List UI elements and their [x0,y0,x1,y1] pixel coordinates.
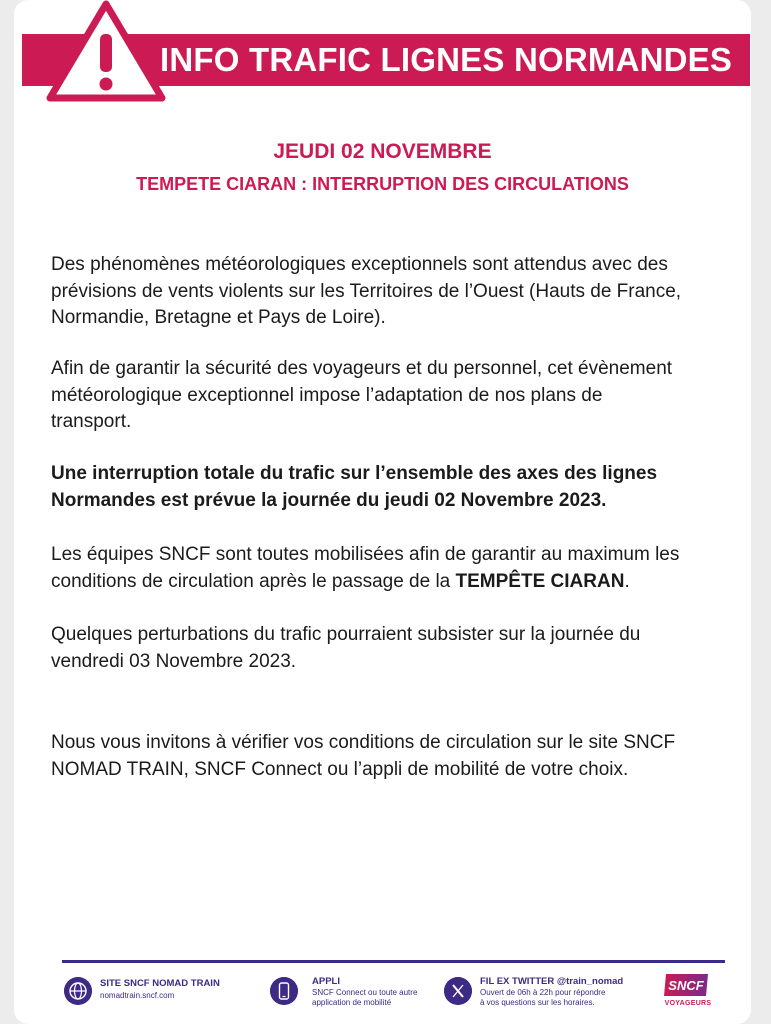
text-line: NOMAD TRAIN, SNCF Connect ou l’appli de mobilité de votre choix. [51,758,629,780]
paragraph-invitation [51,730,731,783]
footer-twitter-line2: à vos questions sur les horaires. [480,998,595,1007]
paragraph-interruption [51,461,731,514]
page-title: INFO TRAFIC LIGNES NORMANDES [160,41,733,78]
footer-app-title: APPLI [312,976,340,987]
text-segment: conditions de circulation après le passage de la [51,570,456,592]
paragraph-teams [51,542,731,595]
footer-divider [62,960,725,963]
storm-name: TEMPÊTE CIARAN [455,570,625,592]
subtitle-heading: TEMPETE CIARAN : INTERRUPTION DES CIRCULATIONS [136,174,629,194]
text-segment: . [624,570,630,592]
text-line: transport. [51,411,132,432]
text-line: vendredi 03 Novembre 2023. [51,650,297,672]
sncf-voyageurs-label: VOYAGEURS [664,1000,712,1007]
footer-site-title: SITE SNCF NOMAD TRAIN [100,978,220,989]
text-line: prévisions de vents violents sur les Territoires de l’Ouest (Hauts de France, [51,280,682,302]
sncf-logo-text: SNCF [668,978,704,993]
globe-icon [64,977,92,1005]
paragraph-perturbations [51,622,731,675]
footer-app-line1: SNCF Connect ou toute autre [312,988,418,997]
footer-site-url[interactable]: nomadtrain.sncf.com [100,991,175,1000]
text-line: Quelques perturbations du trafic pourraient subsister sur la journée du [51,624,641,645]
text-line: Normandes est prévue la journée du jeudi 02 Novembre 2023. [51,489,607,511]
warning-icon [42,0,170,106]
text-line: Les équipes SNCF sont toutes mobilisées afin de garantir au maximum les [51,544,680,565]
paragraph-weather [51,252,731,332]
text-line: Une interruption totale du trafic sur l’ensemble des axes des lignes [51,463,658,484]
footer-twitter-title: FIL EX TWITTER @train_nomad [480,976,624,987]
text-line: Normandie, Bretagne et Pays de Loire). [51,307,386,328]
text-line: Nous vous invitons à vérifier vos conditions de circulation sur le site SNCF [51,732,676,753]
text-line: météorologique exceptionnel impose l’adaptation de nos plans de [51,384,603,406]
text-line [51,569,731,596]
x-twitter-icon [444,977,472,1005]
text-line: Afin de garantir la sécurité des voyageurs et du personnel, cet évènement [51,358,673,379]
smartphone-icon [270,977,298,1005]
footer-app-line2: application de mobilité [312,998,392,1007]
paragraph-safety [51,356,731,436]
text-line: Des phénomènes météorologiques exceptionnels sont attendus avec des [51,254,668,275]
sncf-logo [662,972,710,998]
notice-page [14,0,751,1024]
footer-twitter-line1: Ouvert de 06h à 22h pour répondre [480,988,606,997]
date-heading: JEUDI 02 NOVEMBRE [273,140,492,163]
